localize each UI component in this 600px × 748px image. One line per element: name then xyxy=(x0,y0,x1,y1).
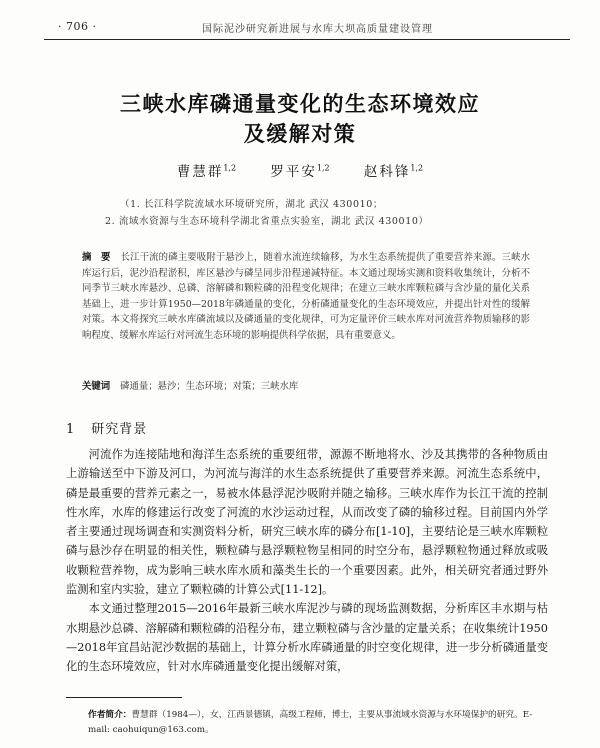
running-header xyxy=(44,20,570,38)
section-heading xyxy=(66,418,147,437)
affiliation-1: （1. 长江科学院流域水环境研究所，湖北 武汉 430010； xyxy=(120,199,383,210)
footnote-rule xyxy=(66,697,182,698)
paper-title-line-1: 三峡水库磷通量变化的生态环境效应 xyxy=(120,92,480,116)
page-number: · 706 · xyxy=(58,20,97,33)
abstract-text: 长江干流的磷主要吸附于悬沙上，随着水流连续输移，为水生态系统提供了重要营养来源。三峡水库运行后，泥沙沿程淤积，库区悬沙与磷呈同步沿程递减特征。本文通过现场实测和资料收集统计，分析不同季节三峡水库悬沙、总磷、溶解磷和颗粒磷的沿程变化规律；在建立三峡水库颗粒磷与含沙量的量化关系基础上，进一步计算1950—2018年磷通量的变化，分析磷通量变化的生态环境效应，并提出针对性的缓解对策。本文将探究三峡水库磷流域以及磷通量的变化规律，可为定量评价三峡水库对河流营养物质输移的影响程度、缓解水库运行对河流生态环境的影响提供科学依据，具有重要意义。 xyxy=(82,252,530,341)
paragraph: 河流作为连接陆地和海洋生态系统的重要纽带，源源不断地将水、沙及其携带的各种物质由上游输送至中下游及河口，为河流与海洋的水生态系统提供了重要营养来源。河流生态系统中，磷是最重要的营养元素之一，易被水体悬浮泥沙吸附并随之输移。三峡水库作为长江干流的控制性水库，水库的修建运行改变了河流的水沙运动过程，从而改变了磷的输移过程。目前国内外学者主要通过现场调查和实测资料分析，研究三峡水库的磷分布[1-10]，主要结论是三峡水库颗粒磷与悬沙存在明显的相关性，颗粒磷与悬浮颗粒物呈相同的时空分布，悬浮颗粒物通过释放或吸收颗粒营养物，成为影响三峡水库水质和藻类生长的一个重要因素。此外，相关研究者通过野外监测和室内实验，建立了颗粒磷的计算公式[11-12]。 xyxy=(66,448,548,597)
body-text xyxy=(66,445,548,677)
section-title: 研究背景 xyxy=(91,422,148,437)
author: 曹慧群$^{1,2}$ xyxy=(176,163,237,180)
paragraph: 本文通过整理2015—2016年最新三峡水库泥沙与磷的现场监测数据，分析库区丰水期与枯水期悬沙总磷、溶解磷和颗粒磷的沿程分布，建立颗粒磷与含沙量的定量关系；在收集统计1950—2018年宜昌站泥沙数据的基础上，计算分析水库磷通量的时空变化规律，进一步分析磷通量变化的生态环境效应，针对水库磷通量变化提出缓解对策， xyxy=(66,602,548,674)
footnote-label: 作者简介： xyxy=(88,710,132,720)
author: 罗平安$^{1,2}$ xyxy=(270,163,330,180)
paper-title-line-2: 及缓解对策 xyxy=(243,122,357,146)
keywords-text: 磷通量；悬沙；生态环境；对策；三峡水库 xyxy=(120,381,299,392)
keywords-label: 关键词 xyxy=(82,381,111,392)
keywords xyxy=(82,378,530,392)
affiliation-2: 2. 流域水资源与生态环境科学湖北省重点实验室，湖北 武汉 430010） xyxy=(105,216,429,227)
abstract xyxy=(82,250,530,344)
abstract-label: 摘 要 xyxy=(82,252,111,263)
author-list xyxy=(0,160,600,180)
author: 赵科锋$^{1,2}$ xyxy=(363,163,424,180)
section-number: 1 xyxy=(66,422,76,437)
header-rule xyxy=(44,39,570,40)
author-footnote xyxy=(88,708,548,737)
running-head-title: 国际泥沙研究新进展与水库大坝高质量建设管理 xyxy=(202,24,433,35)
footnote-text: 曹慧群（1984—），女，江西景德镇，高级工程师，博士，主要从事流域水资源与水环境保护的研究。E-mail: caohuiqun@163.com。 xyxy=(88,710,533,735)
